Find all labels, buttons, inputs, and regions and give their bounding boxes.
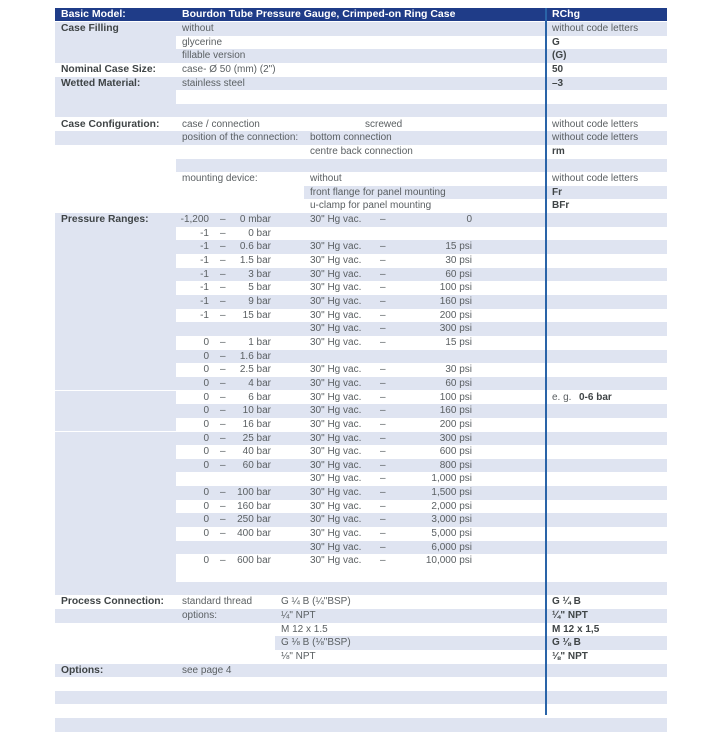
range-dash: –	[380, 323, 386, 335]
range-to: 0.6 bar	[239, 241, 271, 253]
position-option: centre back connection	[310, 145, 413, 157]
range-dash: –	[220, 446, 226, 458]
range-dash: –	[220, 282, 226, 294]
range-psi: 300 psi	[439, 432, 472, 444]
table-row	[55, 309, 667, 323]
range-to: 25 bar	[242, 432, 271, 444]
table-row	[55, 159, 667, 173]
range-dash: –	[220, 500, 226, 512]
table-row	[55, 336, 667, 350]
range-psi: 160 psi	[439, 296, 472, 307]
nominal-case-size-code: 50	[552, 63, 564, 75]
range-psi: 200 psi	[439, 309, 472, 321]
case-filling-code: G	[552, 36, 560, 48]
range-dash: –	[220, 514, 226, 526]
range-dash: –	[220, 214, 226, 226]
table-row	[55, 527, 667, 541]
case-filling-code: (G)	[552, 50, 567, 62]
table-row	[55, 472, 667, 486]
range-hg: 30" Hg vac.	[310, 377, 362, 389]
table-row	[55, 240, 667, 254]
table-row	[55, 432, 667, 446]
range-from: 0	[203, 364, 209, 376]
mounting-option: u-clamp for panel mounting	[310, 200, 432, 212]
range-hg: 30" Hg vac.	[310, 241, 362, 253]
range-from: 0	[203, 514, 209, 526]
wetted-material-code: –3	[552, 77, 564, 89]
options-value: see page 4	[182, 664, 232, 676]
range-dash: –	[380, 241, 386, 253]
range-to: 100 bar	[237, 487, 271, 499]
range-psi: 60 psi	[445, 377, 472, 389]
range-hg: 30" Hg vac.	[310, 473, 362, 485]
range-hg: 30" Hg vac.	[310, 432, 362, 444]
range-hg: 30" Hg vac.	[310, 214, 362, 226]
range-dash: –	[220, 418, 226, 430]
range-dash: –	[380, 500, 386, 512]
table-row	[55, 131, 667, 145]
range-from: -1	[200, 227, 209, 239]
range-dash: –	[220, 391, 226, 403]
process-connection-label: Process Connection:	[61, 596, 164, 608]
table-row	[55, 363, 667, 377]
range-from: 0	[203, 459, 209, 471]
table-row	[55, 705, 667, 719]
table-row	[55, 513, 667, 527]
range-to: 160 bar	[237, 500, 271, 512]
table-row	[55, 582, 667, 596]
nominal-case-size-label: Nominal Case Size:	[61, 63, 156, 75]
range-dash: –	[380, 391, 386, 403]
case-connection-code: without code letters	[552, 118, 639, 130]
range-psi: 200 psi	[439, 418, 472, 430]
range-psi: 5,000 psi	[431, 528, 472, 540]
range-to: 1.5 bar	[239, 255, 271, 267]
table-row	[55, 609, 667, 623]
range-dash: –	[220, 336, 226, 348]
range-from: 0	[203, 446, 209, 458]
mounting-label: mounting device:	[182, 173, 258, 185]
range-from: 0	[203, 500, 209, 512]
range-to: 400 bar	[237, 528, 271, 540]
table-row	[55, 90, 667, 104]
range-hg: 30" Hg vac.	[310, 255, 362, 267]
range-to: 16 bar	[242, 418, 271, 430]
range-dash: –	[380, 487, 386, 499]
range-from: 0	[203, 555, 209, 567]
thread-option: M 12 x 1.5	[281, 623, 328, 635]
position-code: rm	[552, 145, 565, 157]
range-dash: –	[220, 364, 226, 376]
range-dash: –	[220, 432, 226, 444]
range-dash: –	[380, 514, 386, 526]
table-row	[55, 677, 667, 691]
table-row	[55, 404, 667, 418]
table-row	[55, 445, 667, 459]
range-hg: 30" Hg vac.	[310, 391, 362, 403]
table-row	[55, 104, 667, 118]
range-hg: 30" Hg vac.	[310, 555, 362, 567]
thread-option: ⅛" NPT	[281, 650, 316, 662]
table-row	[55, 49, 667, 63]
table-row	[55, 77, 667, 91]
range-from: 0	[203, 391, 209, 403]
range-to: 1 bar	[248, 336, 271, 348]
case-connection-value: screwed	[365, 118, 403, 130]
range-psi: 15 psi	[445, 241, 472, 253]
range-dash: –	[220, 377, 226, 389]
range-dash: –	[380, 214, 386, 226]
range-from: -1	[200, 268, 209, 280]
range-dash: –	[220, 296, 226, 307]
table-row	[55, 227, 667, 241]
range-dash: –	[220, 255, 226, 267]
range-hg: 30" Hg vac.	[310, 296, 362, 307]
options-label: Options:	[61, 664, 104, 676]
range-hg: 30" Hg vac.	[310, 500, 362, 512]
range-from: -1	[200, 296, 209, 307]
table-row	[55, 350, 667, 364]
range-hg: 30" Hg vac.	[310, 282, 362, 294]
thread-option: ¼" NPT	[281, 609, 316, 621]
range-to: 5 bar	[248, 282, 271, 294]
range-psi: 60 psi	[445, 268, 472, 280]
standard-thread-label: standard thread	[182, 596, 253, 608]
table-row	[55, 118, 667, 132]
range-psi: 1,000 psi	[431, 473, 472, 485]
range-to: 60 bar	[242, 459, 271, 471]
range-hg: 30" Hg vac.	[310, 364, 362, 376]
range-hg: 30" Hg vac.	[310, 446, 362, 458]
range-hg: 30" Hg vac.	[310, 418, 362, 430]
range-psi: 10,000 psi	[425, 555, 472, 567]
table-row	[55, 145, 667, 159]
range-hg: 30" Hg vac.	[310, 405, 362, 417]
range-dash: –	[380, 405, 386, 417]
range-dash: –	[380, 364, 386, 376]
range-dash: –	[380, 268, 386, 280]
range-dash: –	[380, 432, 386, 444]
table-row	[55, 281, 667, 295]
thread-code: M 12 x 1,5	[552, 623, 600, 635]
mounting-code: without code letters	[552, 173, 639, 185]
case-filling-option: fillable version	[182, 50, 246, 62]
range-dash: –	[380, 541, 386, 553]
range-dash: –	[220, 459, 226, 471]
range-dash: –	[220, 405, 226, 417]
table-row	[55, 718, 667, 732]
case-connection-label: case / connection	[182, 118, 260, 130]
range-hg: 30" Hg vac.	[310, 323, 362, 335]
range-from: 0	[203, 377, 209, 389]
range-from: 0	[203, 432, 209, 444]
table-row	[55, 36, 667, 50]
range-to: 2.5 bar	[239, 364, 271, 376]
range-hg: 30" Hg vac.	[310, 459, 362, 471]
case-filling-option: without	[182, 23, 214, 34]
code-column-divider	[545, 8, 547, 715]
header-model-code: RChg	[552, 8, 580, 20]
table-row	[55, 268, 667, 282]
range-psi: 100 psi	[439, 391, 472, 403]
range-to: 0 mbar	[239, 214, 271, 226]
position-option: bottom connection	[310, 132, 392, 144]
range-dash: –	[220, 555, 226, 567]
range-dash: –	[380, 418, 386, 430]
range-psi: 2,000 psi	[431, 500, 472, 512]
range-dash: –	[380, 255, 386, 267]
table-row	[55, 213, 667, 227]
table-row	[55, 541, 667, 555]
range-to: 15 bar	[242, 309, 271, 321]
position-label: position of the connection:	[182, 132, 299, 144]
table-row	[55, 623, 667, 637]
range-to: 10 bar	[242, 405, 271, 417]
table-row	[55, 391, 667, 405]
range-hg: 30" Hg vac.	[310, 514, 362, 526]
table-row	[55, 691, 667, 705]
range-to: 6 bar	[248, 391, 271, 403]
table-row	[55, 172, 667, 186]
table-row	[55, 486, 667, 500]
range-to: 0 bar	[248, 227, 271, 239]
table-row	[55, 636, 667, 650]
table-row	[55, 554, 667, 568]
table-row	[55, 568, 667, 582]
range-dash: –	[380, 555, 386, 567]
position-code: without code letters	[552, 132, 639, 144]
range-to: 250 bar	[237, 514, 271, 526]
range-dash: –	[380, 309, 386, 321]
range-hg: 30" Hg vac.	[310, 487, 362, 499]
table-row	[55, 595, 667, 609]
table-row	[55, 377, 667, 391]
range-dash: –	[380, 473, 386, 485]
range-hg: 30" Hg vac.	[310, 336, 362, 348]
table-row	[55, 199, 667, 213]
range-psi: 30 psi	[445, 255, 472, 267]
thread-option: G ⅛ B (⅛"BSP)	[281, 637, 351, 649]
thread-code: G ¼ B	[552, 596, 581, 608]
range-psi: 1,500 psi	[431, 487, 472, 499]
thread-code: G ⅛ B	[552, 637, 581, 649]
case-configuration-label: Case Configuration:	[61, 118, 160, 130]
table-row	[55, 186, 667, 200]
table-row	[55, 295, 667, 309]
range-psi: 30 psi	[445, 364, 472, 376]
range-dash: –	[380, 336, 386, 348]
range-from: 0	[203, 336, 209, 348]
range-psi: 6,000 psi	[431, 541, 472, 553]
range-to: 9 bar	[248, 296, 271, 307]
wetted-material-label: Wetted Material:	[61, 77, 141, 89]
case-filling-code: without code letters	[552, 23, 639, 34]
table-row	[55, 418, 667, 432]
range-dash: –	[220, 309, 226, 321]
range-from: -1	[200, 309, 209, 321]
range-dash: –	[220, 350, 226, 362]
table-row	[55, 500, 667, 514]
mounting-option: front flange for panel mounting	[310, 186, 446, 198]
range-hg: 30" Hg vac.	[310, 528, 362, 540]
range-dash: –	[380, 446, 386, 458]
table-header	[55, 8, 667, 21]
range-psi: 15 psi	[445, 336, 472, 348]
thread-option: G ¼ B (¼"BSP)	[281, 596, 351, 608]
range-to: 3 bar	[248, 268, 271, 280]
range-from: 0	[203, 418, 209, 430]
range-psi: 3,000 psi	[431, 514, 472, 526]
table-row	[55, 664, 667, 678]
wetted-material-value: stainless steel	[182, 77, 245, 89]
thread-code: ⅛" NPT	[552, 650, 588, 662]
range-hg: 30" Hg vac.	[310, 309, 362, 321]
range-dash: –	[220, 241, 226, 253]
range-psi: 800 psi	[439, 459, 472, 471]
range-from: -1	[200, 241, 209, 253]
thread-code: ¼" NPT	[552, 609, 588, 621]
range-hg: 30" Hg vac.	[310, 541, 362, 553]
range-dash: –	[220, 487, 226, 499]
range-dash: –	[380, 528, 386, 540]
range-from: -1,200	[180, 214, 209, 226]
range-from: 0	[203, 405, 209, 417]
table-row	[55, 63, 667, 77]
range-psi: 300 psi	[439, 323, 472, 335]
range-to: 4 bar	[248, 377, 271, 389]
header-basic-model: Basic Model:	[61, 8, 126, 20]
range-dash: –	[220, 528, 226, 540]
table-row	[55, 22, 667, 36]
example-value: 0-6 bar	[579, 391, 612, 403]
example-prefix: e. g.	[552, 391, 572, 403]
range-from: -1	[200, 255, 209, 267]
range-psi: 600 psi	[439, 446, 472, 458]
range-to: 600 bar	[237, 555, 271, 567]
range-to: 40 bar	[242, 446, 271, 458]
range-dash: –	[220, 227, 226, 239]
range-from: 0	[203, 528, 209, 540]
options-label: options:	[182, 609, 218, 621]
range-psi: 0	[466, 214, 472, 226]
nominal-case-size-value: case- Ø 50 (mm) (2")	[182, 63, 276, 75]
range-hg: 30" Hg vac.	[310, 268, 362, 280]
range-psi: 100 psi	[439, 282, 472, 294]
range-from: 0	[203, 487, 209, 499]
range-from: 0	[203, 350, 209, 362]
table-row	[55, 459, 667, 473]
pressure-ranges-label: Pressure Ranges:	[61, 214, 149, 226]
mounting-option: without	[310, 173, 342, 185]
range-from: -1	[200, 282, 209, 294]
range-to: 1.6 bar	[239, 350, 271, 362]
table-row	[55, 322, 667, 336]
table-row	[55, 254, 667, 268]
mounting-code: BFr	[552, 200, 570, 212]
range-dash: –	[380, 377, 386, 389]
range-dash: –	[380, 459, 386, 471]
case-filling-option: glycerine	[182, 36, 223, 48]
header-model-description: Bourdon Tube Pressure Gauge, Crimped-on Ring Case	[182, 8, 456, 20]
range-dash: –	[380, 296, 386, 307]
range-dash: –	[380, 282, 386, 294]
range-psi: 160 psi	[439, 405, 472, 417]
case-filling-label: Case Filling	[61, 23, 119, 34]
range-dash: –	[220, 268, 226, 280]
mounting-code: Fr	[552, 186, 562, 198]
table-row	[55, 650, 667, 664]
